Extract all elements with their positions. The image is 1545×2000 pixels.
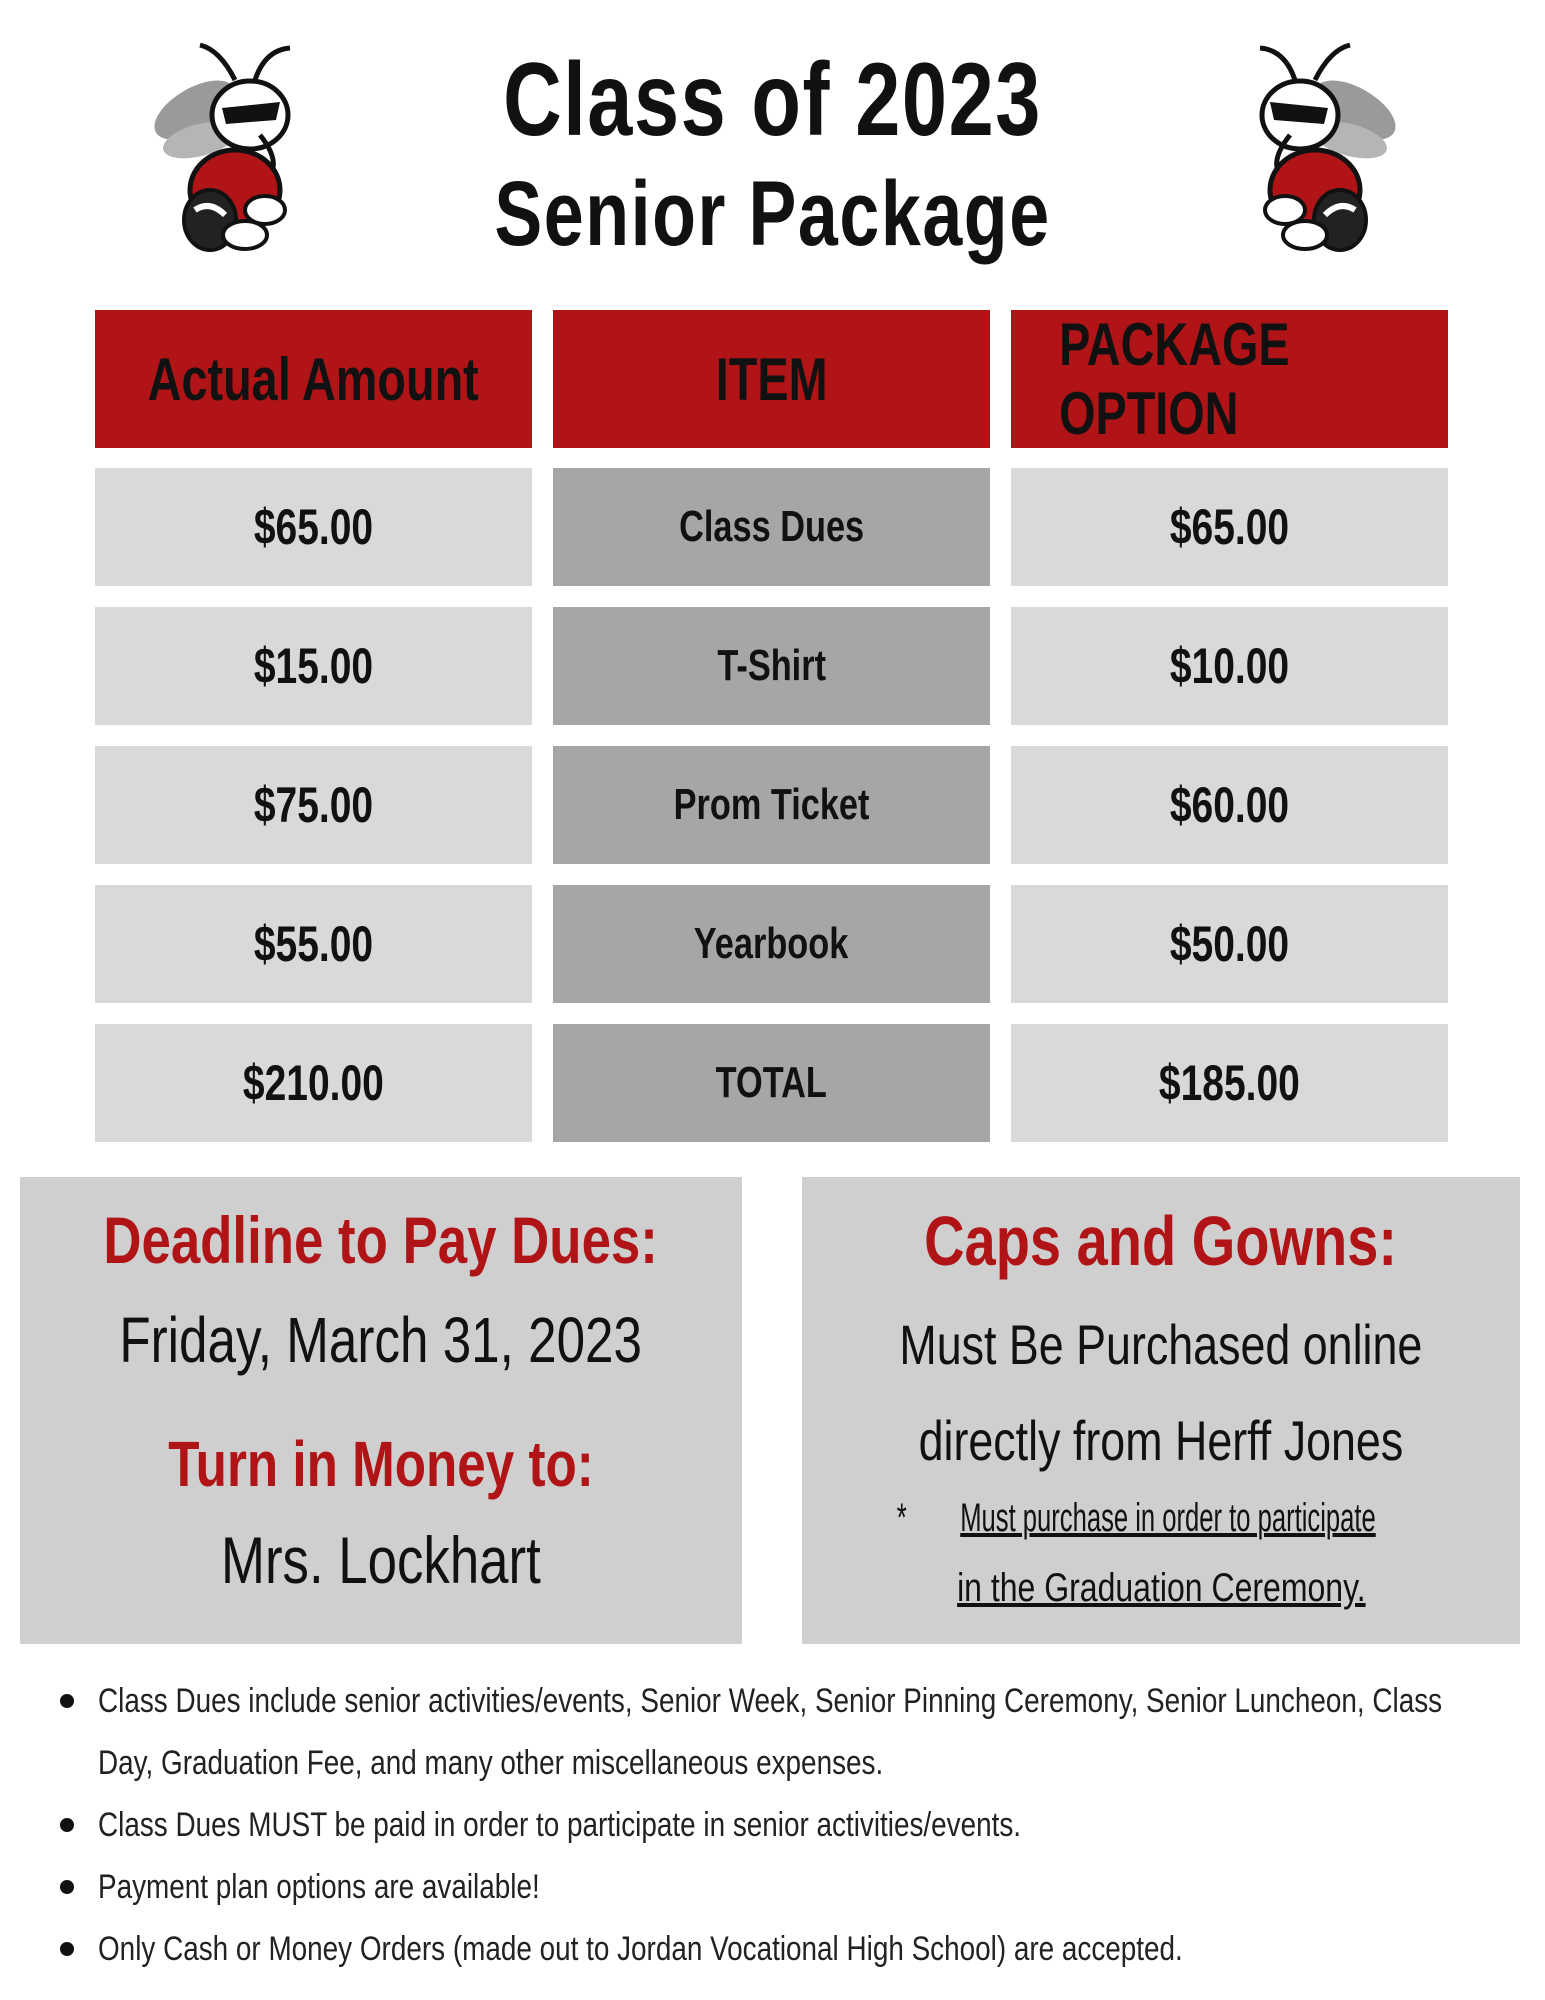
deadline-box [20,1177,742,1644]
deadline-date: Friday, March 31, 2023 [119,1304,643,1376]
list-item: Class Dues MUST be paid in order to participate in senior activities/events. [60,1794,1500,1856]
list-item: Class Dues include senior activities/events, Senior Week, Senior Pinning Ceremony, Senior Luncheon, Class Day, Graduation Fee, and many other miscellaneous expenses. [60,1670,1500,1794]
turn-in-name: Mrs. Lockhart [221,1523,541,1597]
total-item-cell: TOTAL [553,1024,990,1142]
page-subtitle: Senior Package [494,163,1051,265]
caps-line-2: directly from Herff Jones [918,1409,1404,1472]
column-header-package-option: PACKAGE OPTION [1011,310,1448,448]
column-header-item: ITEM [553,310,990,448]
caps-and-gowns-box [802,1177,1520,1644]
total-package-option-cell: $185.00 [1011,1024,1448,1142]
package-option-cell: $50.00 [1011,885,1448,1003]
item-cell: Yearbook [553,885,990,1003]
item-cell: Class Dues [553,468,990,586]
total-actual-amount-cell: $210.00 [95,1024,532,1142]
package-option-cell: $60.00 [1011,746,1448,864]
list-item: Only Cash or Money Orders (made out to Jordan Vocational High School) are accepted. [60,1918,1500,1980]
list-item: Payment plan options are available! [60,1856,1500,1918]
turn-in-heading: Turn in Money to: [168,1428,594,1500]
item-cell: Prom Ticket [553,746,990,864]
deadline-heading: Deadline to Pay Dues: [103,1203,659,1277]
actual-amount-cell: $15.00 [95,607,532,725]
package-option-cell: $65.00 [1011,468,1448,586]
caps-note-line-1: * Must purchase in order to participate [896,1496,1375,1540]
caps-line-1: Must Be Purchased online [899,1313,1423,1376]
item-cell: T-Shirt [553,607,990,725]
info-bullet-list [60,1670,1500,1980]
caps-heading: Caps and Gowns: [924,1202,1398,1280]
actual-amount-cell: $55.00 [95,885,532,1003]
page-title: Class of 2023 [503,42,1042,158]
column-header-actual-amount: Actual Amount [95,310,532,448]
caps-note-line-2: in the Graduation Ceremony. [956,1566,1366,1610]
actual-amount-cell: $75.00 [95,746,532,864]
package-option-cell: $10.00 [1011,607,1448,725]
actual-amount-cell: $65.00 [95,468,532,586]
